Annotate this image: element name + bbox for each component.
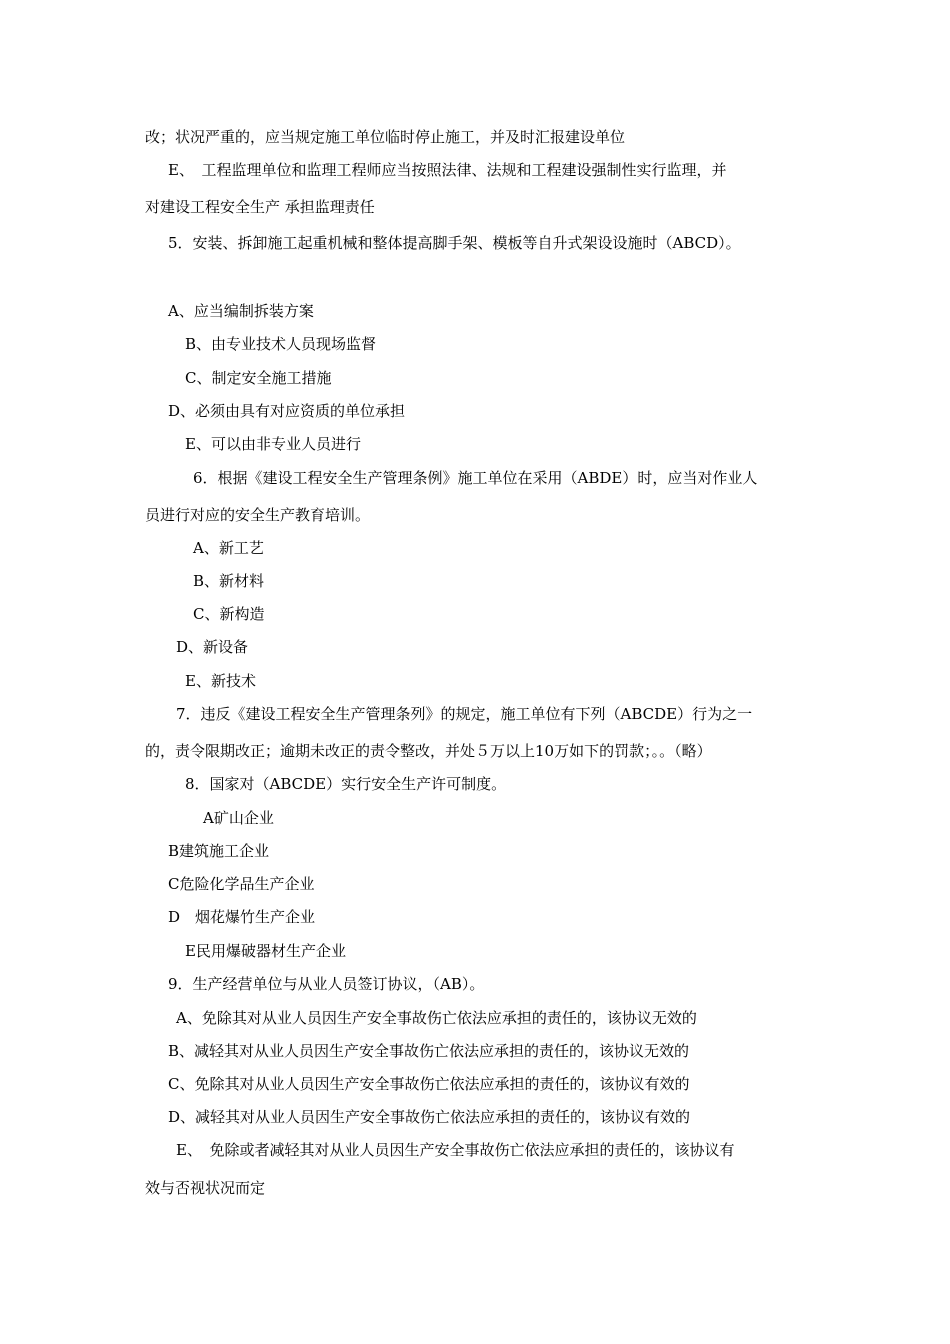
text-line: A、新工艺 [193, 539, 264, 557]
text-line: 6．根据《建设工程安全生产管理条例》施工单位在采用（ABDE）时，应当对作业人 [193, 469, 758, 487]
text-line: C、免除其对从业人员因生产安全事故伤亡依法应承担的责任的，该协议有效的 [168, 1075, 690, 1093]
text-line: D、新设备 [176, 638, 249, 656]
text-line: C、制定安全施工措施 [185, 369, 332, 387]
text-line: E、新技术 [185, 672, 256, 690]
text-line: B、由专业技术人员现场监督 [185, 335, 377, 353]
text-line: D、减轻其对从业人员因生产安全事故伤亡依法应承担的责任的，该协议有效的 [168, 1108, 691, 1126]
text-line: A、免除其对从业人员因生产安全事故伤亡依法应承担的责任的，该协议无效的 [176, 1009, 697, 1027]
text-line: E民用爆破器材生产企业 [185, 942, 346, 960]
text-line: 对建设工程安全生产 承担监理责任 [145, 198, 375, 216]
text-line: E、 免除或者减轻其对从业人员因生产安全事故伤亡依法应承担的责任的，该协议有 [176, 1141, 735, 1159]
text-line: 效与否视状况而定 [145, 1179, 266, 1197]
text-line: D、必须由具有对应资质的单位承担 [168, 402, 406, 420]
text-line: B建筑施工企业 [168, 842, 270, 860]
text-line: A矿山企业 [203, 809, 274, 827]
text-line: C、新构造 [193, 605, 265, 623]
text-line: 9．生产经营单位与从业人员签订协议，（AB）。 [168, 975, 485, 993]
text-line: A、应当编制拆装方案 [168, 302, 314, 320]
text-line: 8．国家对（ABCDE）实行安全生产许可制度。 [185, 775, 507, 793]
text-line: E、 工程监理单位和监理工程师应当按照法律、法规和工程建设强制性实行监理，并 [168, 161, 727, 179]
text-line: C危险化学品生产企业 [168, 875, 315, 893]
text-line: 改；状况严重的，应当规定施工单位临时停止施工，并及时汇报建设单位 [145, 128, 626, 146]
text-line: B、减轻其对从业人员因生产安全事故伤亡依法应承担的责任的，该协议无效的 [168, 1042, 690, 1060]
text-line: B、新材料 [193, 572, 265, 590]
text-line: 5．安装、拆卸施工起重机械和整体提高脚手架、模板等自升式架设设施时（ABCD）。 [168, 234, 741, 252]
text-line: D 烟花爆竹生产企业 [168, 908, 316, 926]
text-line: 员进行对应的安全生产教育培训。 [145, 506, 371, 524]
text-line: 7．违反《建设工程安全生产管理条列》的规定，施工单位有下列（ABCDE）行为之一 [176, 705, 753, 723]
text-line: 的，责令限期改正；逾期未改正的责令整改，并处５万以上10万如下的罚款；。。（略） [145, 742, 712, 760]
text-line: E、可以由非专业人员进行 [185, 435, 361, 453]
